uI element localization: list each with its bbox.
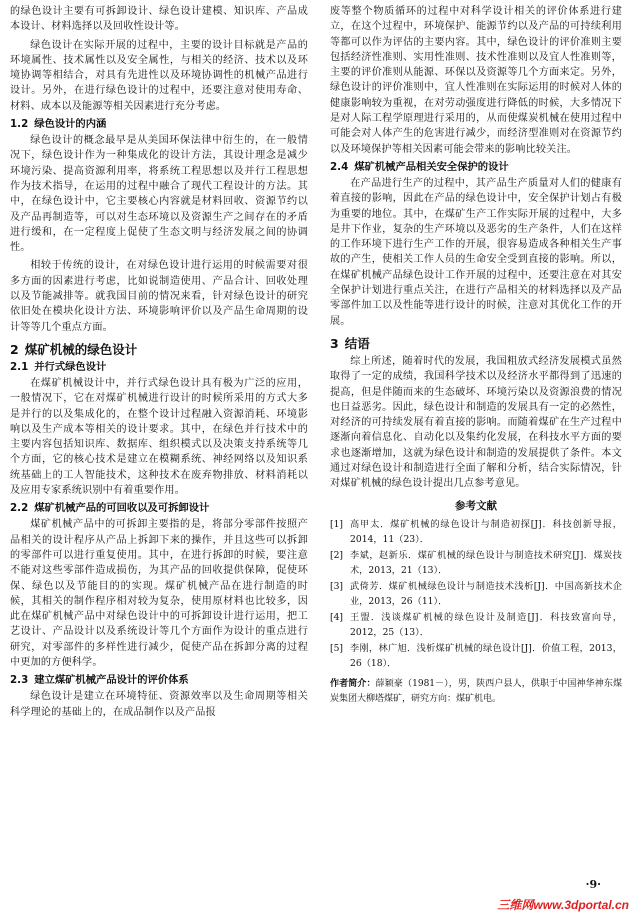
section-number: 2.3 bbox=[10, 674, 29, 687]
body-paragraph: 绿色设计在实际开展的过程中，主要的设计目标就是产品的环境属性、技术属性以及安全属性，与相关的经济、技术以及环境协调等相结合，对具有先进性以及环境协调性的机械产品进行设计。另外，在进行绿色设计的过程中，还要注意对使用寿命、材料、成本以及能源等相关因素进行充分考虑。 bbox=[10, 39, 308, 112]
body-paragraph: 绿色设计是建立在环境特征、资源效率以及生命周期等相关科学理论的基础上的，在成品制作以及产品报 bbox=[10, 691, 308, 718]
section-title: 煤矿机械产品的可回收以及可拆卸设计 bbox=[34, 502, 210, 515]
section-title: 并行式绿色设计 bbox=[34, 360, 107, 373]
author-bio bbox=[330, 677, 622, 707]
body-paragraph: 绿色设计的概念最早是从美国环保法律中衍生的，在一般情况下，绿色设计作为一种集成化的设计方法，其设计理念是减少环境污染、提高资源利用率，将系统工程思想以及并行工程思想作为技术指导，在运用的过程中融合了现代工程设计的方法。其中，在绿色设计中，它主要核心内容就是材料回收、资源节约以及产品再制造等，可以对生态环境以及资源生产之间存在的矛盾进行缓和，在一定程度上促使了生态文明与经济发展之间的协调性。 bbox=[10, 135, 308, 254]
body-paragraph: 在煤矿机械设计中，并行式绿色设计具有极为广泛的应用，一般情况下，它在对煤矿机械进行设计的时候所采用的方式大多是并行的以及集成化的，在整个设计过程融入资源消耗、环境影响以及生产成本等相关的设计要求。其中，在绿色并行技术中的主要内容包括知识库、数据库、组织模式以及决策支持系统等几个方面，它的核心技术是建立在模糊系统、神经网络以及知识系统基础上的工人智能技术，这种技术在废弃物排放、材料消耗以及应用专家系统识别中有着重要作用。 bbox=[10, 377, 308, 497]
section-heading-2-4 bbox=[330, 160, 622, 175]
reference-text: 高甲太．煤矿机械的绿色设计与制造初探[J]．科技创新导报，2014，11（23）． bbox=[350, 518, 622, 545]
reference-text: 王盟．浅谈煤矿机械的绿色设计及制造[J]．科技致富向导，2012，25（13）． bbox=[350, 611, 622, 638]
reference-number: [5] bbox=[330, 642, 344, 654]
reference-number: [4] bbox=[330, 611, 344, 623]
section-title: 建立煤矿机械产品设计的评价体系 bbox=[34, 674, 189, 687]
reference-item bbox=[330, 641, 622, 671]
author-bio-text: 薛颖豪（1981－），男，陕西户县人，供职于中国神华神东煤炭集团大柳塔煤矿，研究方向：煤矿机电。 bbox=[330, 678, 622, 704]
section-title: 煤矿机械的绿色设计 bbox=[24, 341, 138, 357]
references-heading: 参考文献 bbox=[455, 499, 497, 512]
section-number: 2.4 bbox=[330, 160, 349, 173]
reference-number: [3] bbox=[330, 580, 344, 592]
body-paragraph: 废等整个物质循环的过程中对科学设计相关的评价体系进行建立，在这个过程中，环境保护、能源节约以及产品的可持续利用等都可以作为评估的主要内容。其中，绿色设计的评价准则主要包括经济性准则、实用性准则、技术性准则以及宜人性准则等，主要的评价准则从能源、环保以及资源等几个方面来定。另外，绿色设计的评价准则中，宜人性准则在实际运用的时候对人体的健康影响较为重视，在对劳动强度进行降低的时候，大多情况下是对人际工程学原理进行采用的，从而使煤炭机械在使用过程中可能会对人体产生的危害进行减少，而经济型准则对在资源节约以及环境保护等相关因素可能会带来的影响比较关注。 bbox=[330, 6, 622, 155]
section-number: 3 bbox=[330, 335, 339, 351]
body-paragraph: 相较于传统的设计，在对绿色设计进行运用的时候需要对很多方面的因素进行考虑，比如说制造使用、产品合计、回收处理以及节能减排等。就我国目前的情况来看，针对绿色设计的研究依旧处在模块化设计方法、环境影响评价以及产品生命周期的设计等等几个重点方面。 bbox=[10, 260, 308, 333]
section-title: 绿色设计的内涵 bbox=[34, 118, 107, 131]
right-column bbox=[330, 4, 622, 707]
reference-number: [1] bbox=[330, 518, 344, 530]
reference-item bbox=[330, 610, 622, 640]
body-paragraph: 的绿色设计主要有可拆卸设计、绿色设计建模、知识库、产品成本设计、材料选择以及回收性设计等。 bbox=[10, 6, 308, 33]
reference-text: 武倚芳．煤矿机械绿色设计与制造技术浅析[J]．中国高新技术企业，2013，26（11）． bbox=[350, 580, 622, 607]
section-heading-2-2 bbox=[10, 501, 308, 516]
reference-item bbox=[330, 517, 622, 547]
page-number: ·9· bbox=[585, 878, 601, 891]
section-heading-2-3 bbox=[10, 673, 308, 688]
body-paragraph: 综上所述，随着时代的发展，我国粗放式经济发展模式虽然取得了一定的成绩，我国科学技术以及经济水平都得到了迅速的提高，但是伴随而来的生态破坏、环境污染以及资源浪费的情况也日益恶劣。因此，绿色设计和制造的发展具有一定的必然性，对经济的可持续发展有着直接的影响。而随着煤矿在生产过程中逐渐向着信息化、自动化以及集约化发展，在科技水平方面的要求也逐渐增加，这就为绿色设计和制造的发展提供了条件。本文通过对绿色设计和制造进行全面了解和分析，结合实际情况，针对煤矿机械的绿色设计提出几点参考意见。 bbox=[330, 355, 622, 490]
left-column bbox=[10, 4, 308, 723]
section-heading-3 bbox=[330, 335, 622, 352]
section-number: 2.1 bbox=[10, 360, 29, 373]
reference-text: 李刚，林广旭．浅析煤矿机械的绿色设计[J]．价值工程，2013，26（18）． bbox=[350, 642, 622, 669]
section-heading-2 bbox=[10, 341, 308, 358]
reference-item bbox=[330, 579, 622, 609]
section-number: 2.2 bbox=[10, 502, 29, 515]
body-paragraph: 在产品进行生产的过程中，其产品生产质量对人们的健康有着直接的影响，因此在产品的绿色设计中，安全保护计划占有极为重要的地位。其中，在煤矿生产工作实际开展的过程中，大多是井下作业，复杂的生产环境以及恶劣的生产条件，人们在这样的工作环境下进行生产工作的开展，很容易造成各种相关生产事故的产生，使相关工作人员的生命安全受到直接的影响。所以，在煤矿机械产品绿色设计工作开展的过程中，还要注意在对其安全保护计划进行重点关注，在进行产品相关的材料选择以及产品零部件加工以及性能等进行设计的时候，注意对其优化工作的开展。 bbox=[330, 177, 622, 327]
reference-text: 李斌，赵新乐．煤矿机械的绿色设计与制造技术研究[J]．煤炭技术，2013，21（13）． bbox=[350, 549, 622, 576]
section-number: 1.2 bbox=[10, 118, 29, 131]
watermark: 三维网www.3dportal.cn bbox=[497, 898, 629, 912]
section-number: 2 bbox=[10, 341, 19, 357]
reference-item bbox=[330, 548, 622, 578]
author-bio-label: 作者简介： bbox=[330, 678, 376, 689]
body-paragraph: 煤矿机械产品中的可拆卸主要指的是，将部分零部件按照产品相关的设计程序从产品上拆卸下来的操作，并且这些可以拆卸的零部件可以进行重复使用。其中，在进行拆卸的时候，要注意不能对这些零部件造成损伤，为其产品的回收提供保障，促使环保、绿色以及节能目的的实现。煤矿机械产品在进行制造的时候，其相关的制作程序相对较为复杂，使用原材料也比较多，因此在煤矿机械产品中对绿色设计中的可拆卸设计进行运用，把工艺设计、产品设计以及系统设计等几个方面作为设计的重点进行研究，对零部件的多样性进行减少，促使产品在拆卸分离的过程中更加的方便科学。 bbox=[10, 519, 308, 668]
reference-number: [2] bbox=[330, 549, 344, 561]
section-heading-1-2 bbox=[10, 117, 308, 132]
section-title: 结语 bbox=[344, 335, 370, 351]
section-heading-2-1 bbox=[10, 360, 308, 375]
section-title: 煤矿机械产品相关安全保护的设计 bbox=[354, 160, 509, 173]
references-list bbox=[330, 517, 622, 671]
